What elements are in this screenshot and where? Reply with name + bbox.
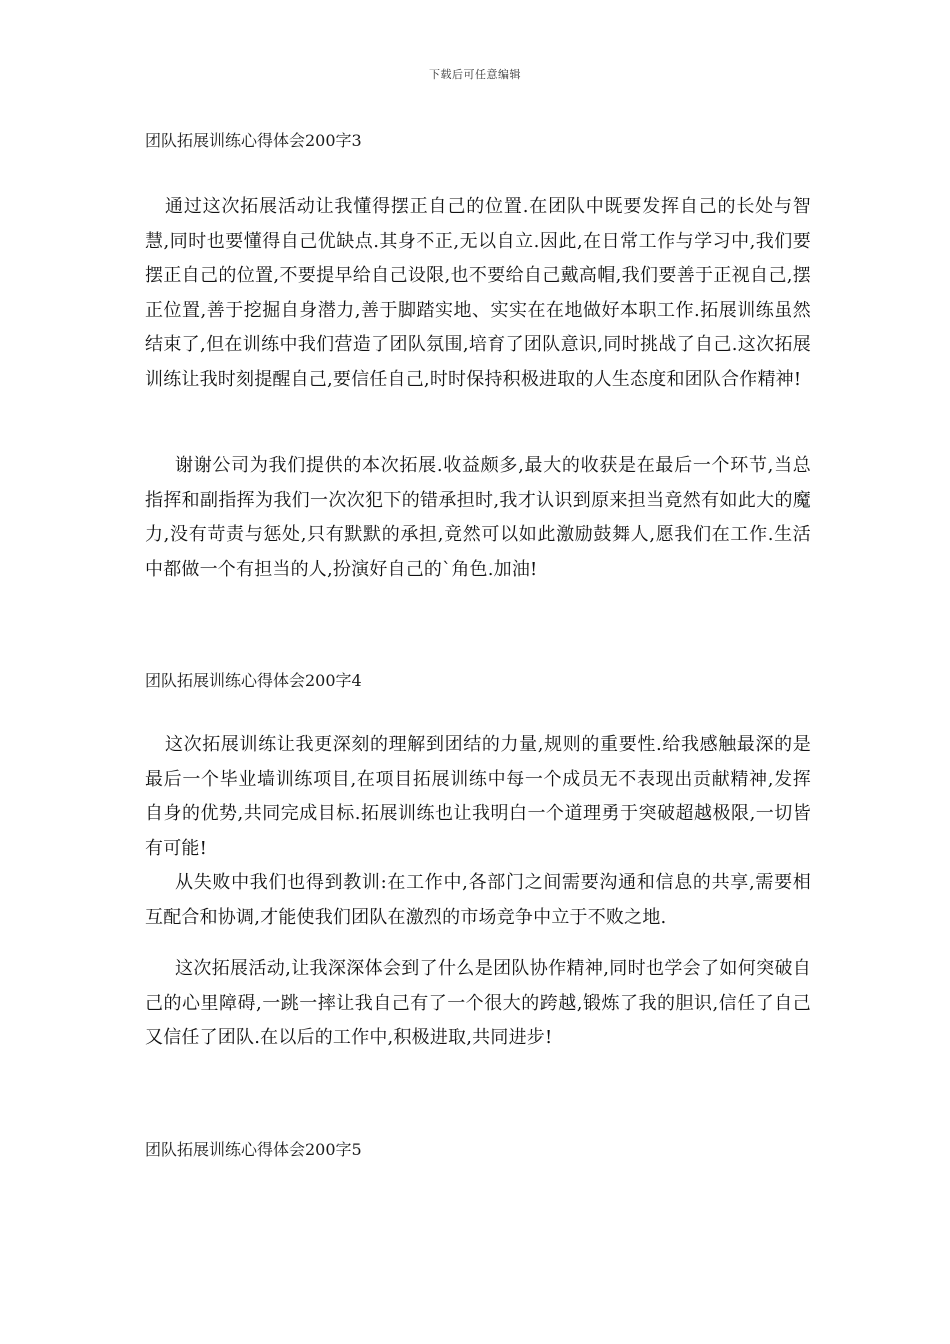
section-3-paragraph-2: 谢谢公司为我们提供的本次拓展.收益颇多,最大的收获是在最后一个环节,当总指挥和副指挥为我们一次次犯下的错承担时,我才认识到原来担当竟然有如此大的魔力,没有苛责与惩处,只有默默的承担,竟然可以如此激励鼓舞人,愿我们在工作.生活中都做一个有担当的人,扮演好自己的`角色.加油!: [145, 455, 811, 580]
page-header-note: 下载后可任意编辑: [429, 68, 521, 81]
section-4-paragraph-1: 这次拓展训练让我更深刻的理解到团结的力量,规则的重要性.给我感触最深的是最后一个毕业墙训练项目,在项目拓展训练中每一个成员无不表现出贡献精神,发挥自身的优势,共同完成目标.拓展训练也让我明白一个道理勇于突破超越极限,一切皆有可能!: [145, 734, 811, 859]
section-title-5: 团队拓展训练心得体会200字5: [145, 1140, 362, 1159]
section-title-3: 团队拓展训练心得体会200字3: [145, 131, 362, 150]
section-4-paragraph-3: 这次拓展活动,让我深深体会到了什么是团队协作精神,同时也学会了如何突破自己的心里障碍,一跳一摔让我自己有了一个很大的跨越,锻炼了我的胆识,信任了自己又信任了团队.在以后的工作中,积极进取,共同进步!: [145, 958, 811, 1048]
section-4-paragraph-2: 从失败中我们也得到教训:在工作中,各部门之间需要沟通和信息的共享,需要相互配合和协调,才能使我们团队在激烈的市场竞争中立于不败之地.: [145, 872, 811, 928]
section-title-4: 团队拓展训练心得体会200字4: [145, 671, 362, 690]
section-3-paragraph-1: 通过这次拓展活动让我懂得摆正自己的位置.在团队中既要发挥自己的长处与智慧,同时也要懂得自己优缺点.其身不正,无以自立.因此,在日常工作与学习中,我们要摆正自己的位置,不要提早给自己设限,也不要给自己戴高帽,我们要善于正视自己,摆正位置,善于挖掘自身潜力,善于脚踏实地、实实在在地做好本职工作.拓展训练虽然结束了,但在训练中我们营造了团队氛围,培育了团队意识,同时挑战了自己.这次拓展训练让我时刻提醒自己,要信任自己,时时保持积极进取的人生态度和团队合作精神!: [145, 196, 811, 390]
